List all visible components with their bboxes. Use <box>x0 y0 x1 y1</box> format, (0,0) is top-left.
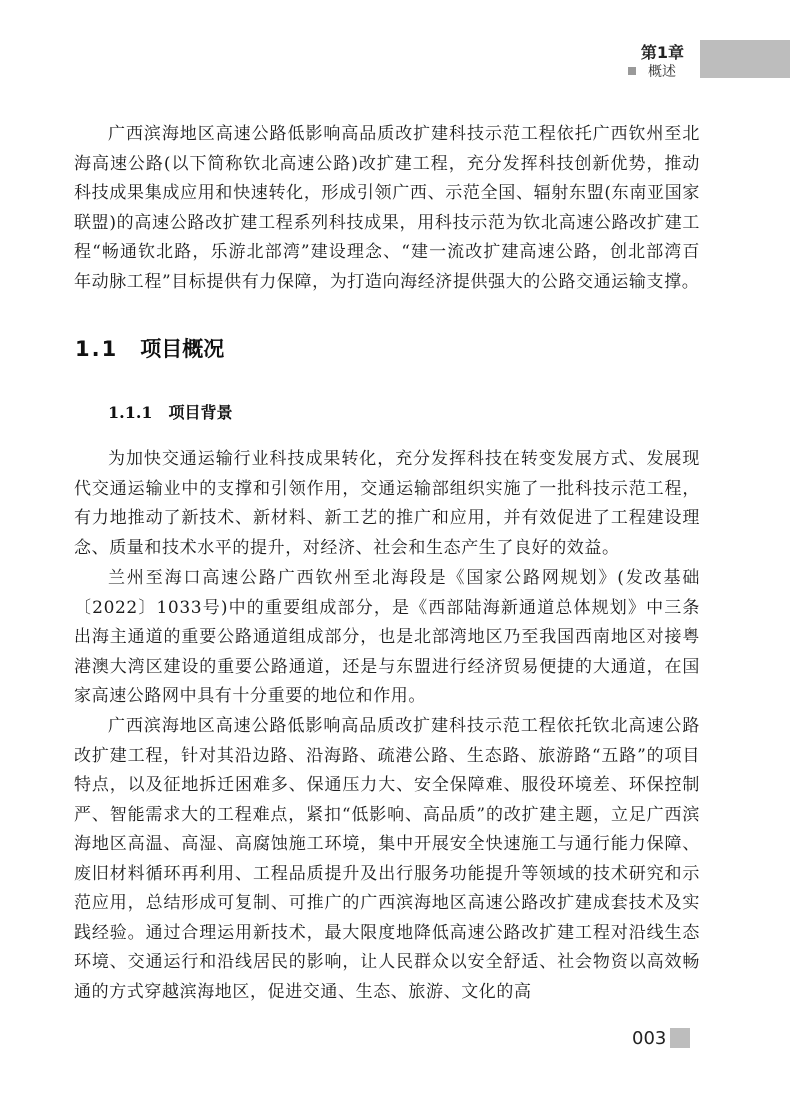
section-number: 1.1 <box>75 337 119 361</box>
chapter-title: 概述 <box>648 64 676 80</box>
body-paragraph-1: 为加快交通运输行业科技成果转化，充分发挥科技在转变发展方式、发展现代交通运输业中的支撑和引领作用，交通运输部组织实施了一批科技示范工程，有力地推动了新技术、新材料、新工艺的推广和应用，并有效促进了工程建设理念、质量和技术水平的提升，对经济、社会和生态产生了良好的效益。 <box>74 449 700 558</box>
subsection-number: 1.1.1 <box>108 403 153 422</box>
chapter-title-line <box>628 61 676 81</box>
page-number: 003 <box>632 1028 667 1049</box>
chapter-tab-block <box>700 40 790 78</box>
section-heading <box>75 333 224 363</box>
chapter-number: 第1章 <box>640 43 684 62</box>
section-title: 项目概况 <box>140 337 225 361</box>
body-paragraph-3: 广西滨海地区高速公路低影响高品质改扩建科技示范工程依托钦北高速公路改扩建工程，针对其沿边路、沿海路、疏港公路、生态路、旅游路“五路”的项目特点，以及征地拆迁困难多、保通压力大、安全保障难、服役环境差、环保控制严、智能需求大的工程难点，紧扣“低影响、高品质”的改扩建主题，立足广西滨海地区高温、高湿、高腐蚀施工环境，集中开展安全快速施工与通行能力保障、废旧材料循环再利用、工程品质提升及出行服务功能提升等领域的技术研究和示范应用，总结形成可复制、可推广的广西滨海地区高速公路改扩建成套技术及实践经验。通过合理运用新技术，最大限度地降低高速公路改扩建工程对沿线生态环境、交通运行和沿线居民的影响，让人民群众以安全舒适、社会物资以高效畅通的方式穿越滨海地区，促进交通、生态、旅游、文化的高 <box>74 716 700 1002</box>
intro-paragraph: 广西滨海地区高速公路低影响高品质改扩建科技示范工程依托广西钦州至北海高速公路(以下简称钦北高速公路)改扩建工程，充分发挥科技创新优势，推动科技成果集成应用和快速转化，形成引领广西、示范全国、辐射东盟(东南亚国家联盟)的高速公路改扩建工程系列科技成果，用科技示范为钦北高速公路改扩建工程“畅通钦北路，乐游北部湾”建设理念、“建一流改扩建高速公路，创北部湾百年动脉工程”目标提供有力保障，为打造向海经济提供强大的公路交通运输支撑。 <box>74 124 700 292</box>
square-bullet-icon <box>628 67 636 75</box>
body-paragraph-2: 兰州至海口高速公路广西钦州至北海段是《国家公路网规划》(发改基础〔2022〕1033号)中的重要组成部分，是《西部陆海新通道总体规划》中三条出海主通道的重要公路通道组成部分，也是北部湾地区乃至我国西南地区对接粤港澳大湾区建设的重要公路通道，还是与东盟进行经济贸易便捷的大通道，在国家高速公路网中具有十分重要的地位和作用。 <box>74 568 700 706</box>
subsection-heading <box>108 400 233 423</box>
page-number-block <box>670 1028 690 1048</box>
subsection-title: 项目背景 <box>168 403 233 422</box>
